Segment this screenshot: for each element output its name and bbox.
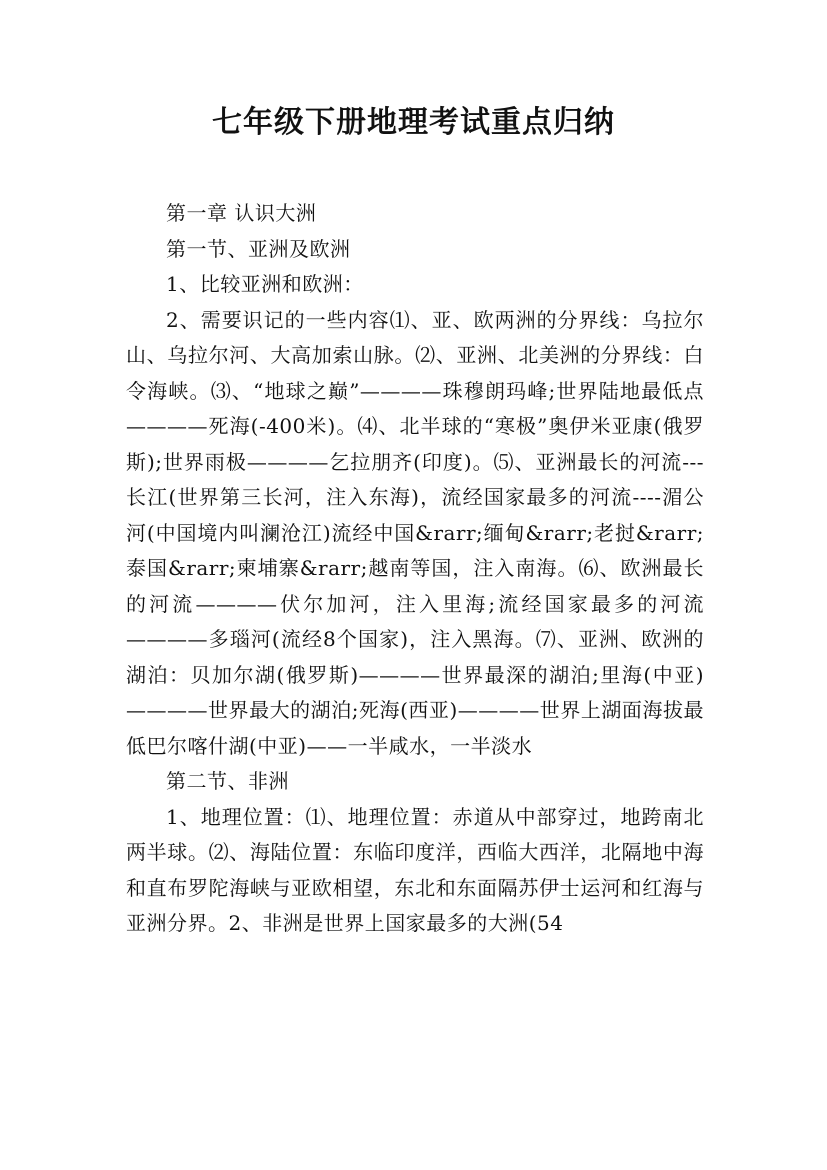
- paragraph-africa-location: 1、地理位置：⑴、地理位置：赤道从中部穿过，地跨南北两半球。⑵、海陆位置：东临印度洋，西临大西洋，北隔地中海和直布罗陀海峡与亚欧相望，东北和东面隔苏伊士运河和红海与亚洲分界。2、非洲是世界上国家最多的大洲(54: [126, 804, 704, 935]
- paragraph-compare: 1、比较亚洲和欧洲：: [166, 272, 364, 296]
- document-body: [126, 196, 704, 942]
- section-heading-asia-europe: 第一节、亚洲及欧洲: [166, 236, 351, 261]
- paragraph-key-points: 2、需要识记的一些内容⑴、亚、欧两洲的分界线：乌拉尔山、乌拉尔河、大高加索山脉。⑵、亚洲、北美洲的分界线：白令海峡。⑶、“地球之巅”————珠穆朗玛峰;世界陆地最低点————死海(-400米)。⑷、北半球的“寒极”奥伊米亚康(俄罗斯);世界雨极————乞拉朋齐(印度)。⑸、亚洲最长的河流---长江(世界第三长河，注入东海)，流经国家最多的河流----湄公河(中国境内叫澜沧江)流经中国&rarr;缅甸&rarr;老挝&rarr;泰国&rarr;柬埔寨&rarr;越南等国，注入南海。⑹、欧洲最长的河流————伏尔加河，注入里海;流经国家最多的河流————多瑙河(流经8个国家)，注入黑海。⑺、亚洲、欧洲的湖泊：贝加尔湖(俄罗斯)————世界最深的湖泊;里海(中亚)————世界最大的湖泊;死海(西亚)————世界上湖面海拔最低巴尔喀什湖(中亚)——一半咸水，一半淡水: [126, 307, 704, 758]
- chapter-heading: 第一章 认识大洲: [166, 201, 317, 225]
- document-title: 七年级下册地理考试重点归纳: [212, 105, 615, 140]
- section-heading-africa: 第二节、非洲: [166, 769, 289, 793]
